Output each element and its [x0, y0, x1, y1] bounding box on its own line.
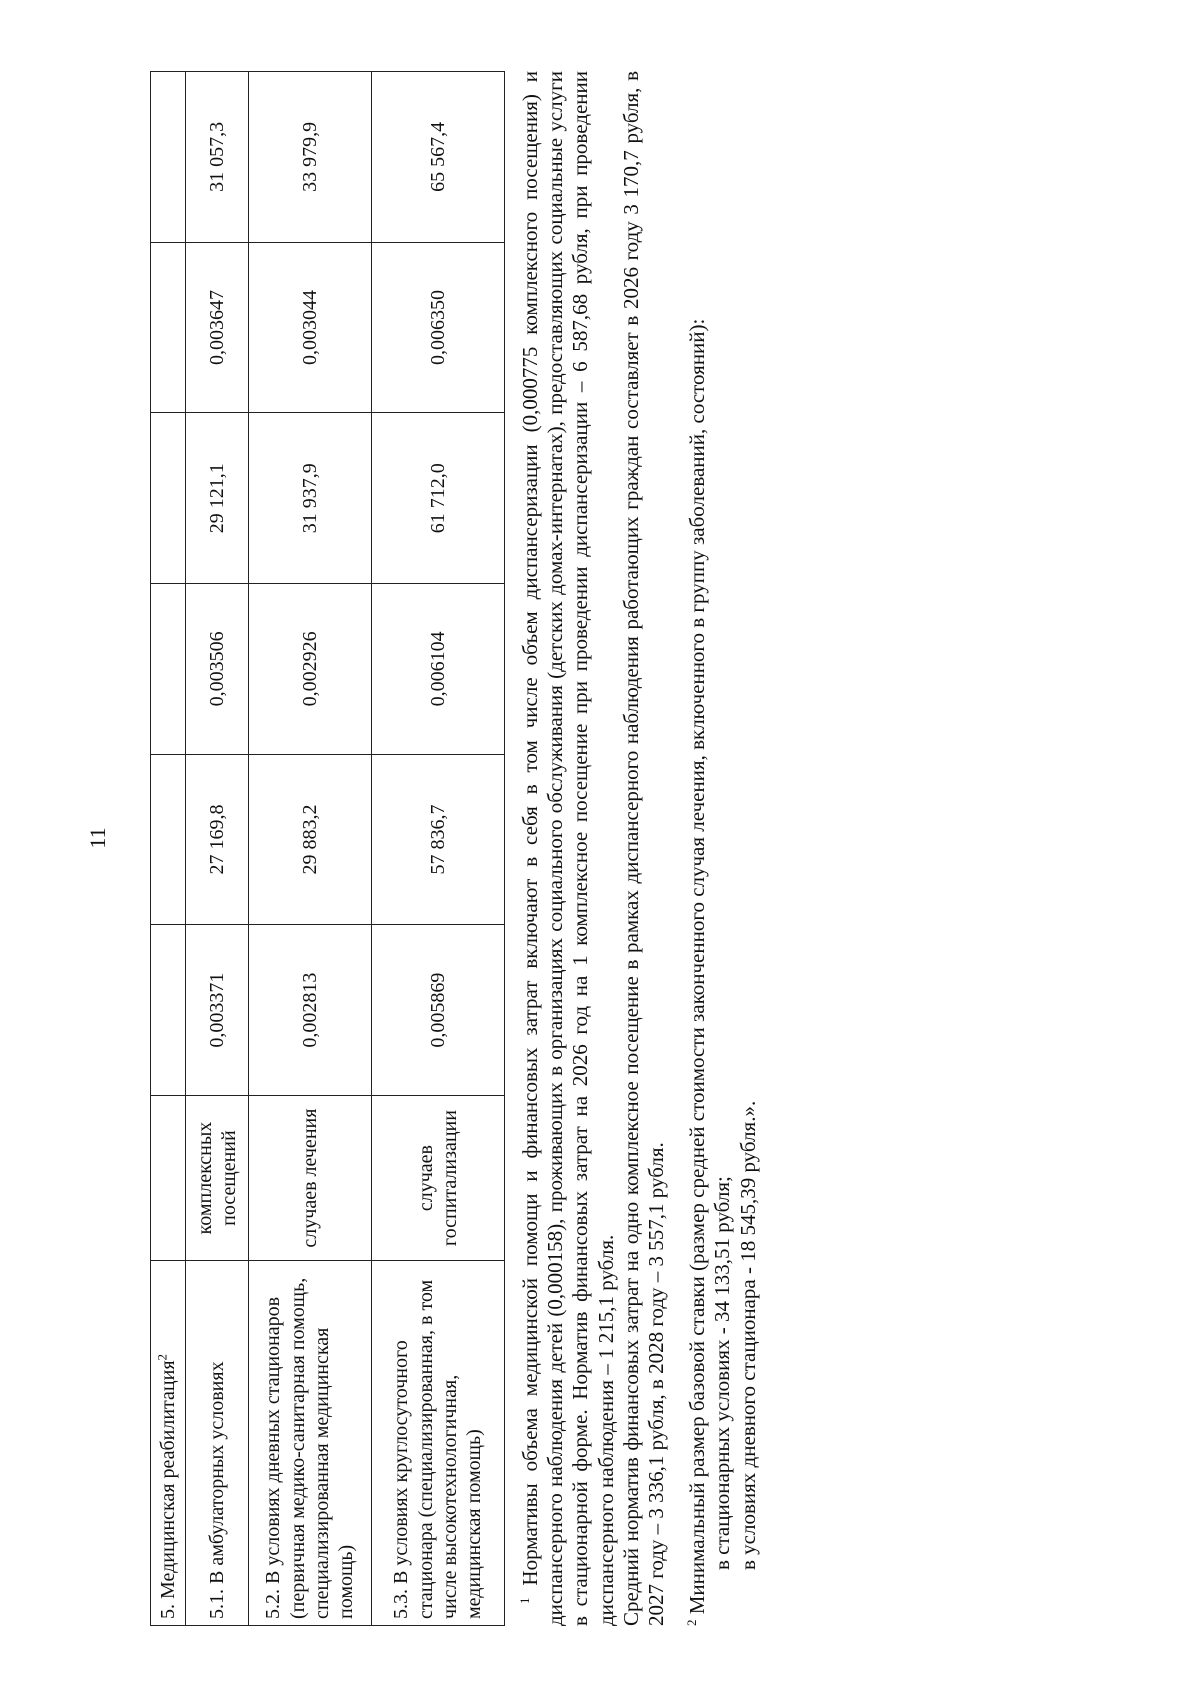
value-cell: 0,003647 — [186, 242, 249, 413]
value-cell: 0,006104 — [372, 584, 505, 755]
value-cell: 0,003371 — [186, 925, 249, 1096]
table-row — [186, 72, 249, 1626]
value-cell: 31 057,3 — [186, 72, 249, 243]
row-name: 5.3. В условиях круглосуточного стационара (специализированная, в том числе высокотехнологичная, медицинская помощь) — [372, 1261, 505, 1626]
section-header-row — [151, 72, 186, 1626]
value-cell: 0,002813 — [249, 925, 372, 1096]
value-cell: 33 979,9 — [249, 72, 372, 243]
value-cell: 27 169,8 — [186, 754, 249, 925]
footnote-2-text: Минимальный размер базовой ставки (размер средней стоимости законченного случая лечения, включенного в группу заболеваний, состояний): — [685, 318, 710, 1615]
value-cell: 65 567,4 — [372, 72, 505, 243]
value-cell: 29 883,2 — [249, 754, 372, 925]
value-cell: 61 712,0 — [372, 413, 505, 584]
footnote-1-mark: 1 — [517, 1597, 532, 1604]
section-footnote-mark: 2 — [154, 1353, 170, 1361]
section-title-cell — [151, 1261, 186, 1626]
value-cell: 0,002926 — [249, 584, 372, 755]
table-row — [372, 72, 505, 1626]
footnote-1-text: Нормативы объема медицинской помощи и финансовых затрат включают в себя в том числе объем диспансеризации (0,000775 комплексного посещения) и диспансерного наблюдения детей (0,000158), проживающих в организациях социального обслуживания (детских домах-интернатах), предоставляющих социальные услуги в стационарной форме. Норматив финансовых затрат на 2026 год на 1 комплексное посещение при проведении диспансеризации – 6 587,68 рубля, при проведении диспансерного наблюдения – 1 215,1 рубля. — [518, 70, 618, 1626]
row-name: 5.2. В условиях дневных стационаров (первичная медико-санитарная помощь, специализированная медицинская помощь) — [249, 1261, 372, 1626]
row-unit: случаев лечения — [249, 1095, 372, 1260]
value-cell: 31 937,9 — [249, 413, 372, 584]
table-row — [249, 72, 372, 1626]
footnote-1-text-2: Средний норматив финансовых затрат на одно комплексное посещение в рамках диспансерного наблюдения работающих граждан составляет в 2026 году 3 170,7 рубля, в 2027 году – 3 336,1 рубля, в 2028 году – 3 557,1 рубля. — [618, 71, 668, 1626]
value-cell: 57 836,7 — [372, 754, 505, 925]
empty-cell — [151, 72, 186, 243]
footnote-1 — [518, 71, 669, 1626]
footnote-2 — [685, 71, 761, 1626]
value-cell: 0,003044 — [249, 242, 372, 413]
value-cell: 0,006350 — [372, 242, 505, 413]
row-unit: случаев госпитализации — [372, 1095, 505, 1260]
footnote-2-mark: 2 — [684, 1619, 700, 1626]
empty-cell — [151, 584, 186, 755]
empty-cell — [151, 1095, 186, 1260]
row-name: 5.1. В амбулаторных условиях — [186, 1261, 249, 1626]
empty-cell — [151, 413, 186, 584]
norms-table — [150, 71, 505, 1626]
footnote-2-item: в стационарных условиях - 34 133,51 рубля; — [710, 1176, 735, 1570]
footnotes — [518, 71, 761, 1626]
row-unit: комплексных посещений — [186, 1095, 249, 1260]
section-title: 5. Медицинская реабилитация — [156, 1360, 179, 1619]
page-number: 11 — [85, 827, 110, 849]
value-cell: 29 121,1 — [186, 413, 249, 584]
empty-cell — [151, 925, 186, 1096]
footnote-2-item: в условиях дневного стационара - 18 545,39 рубля.». — [735, 1100, 760, 1570]
rotated-page-content — [150, 71, 830, 1626]
value-cell: 0,003506 — [186, 584, 249, 755]
empty-cell — [151, 242, 186, 413]
value-cell: 0,005869 — [372, 925, 505, 1096]
empty-cell — [151, 754, 186, 925]
